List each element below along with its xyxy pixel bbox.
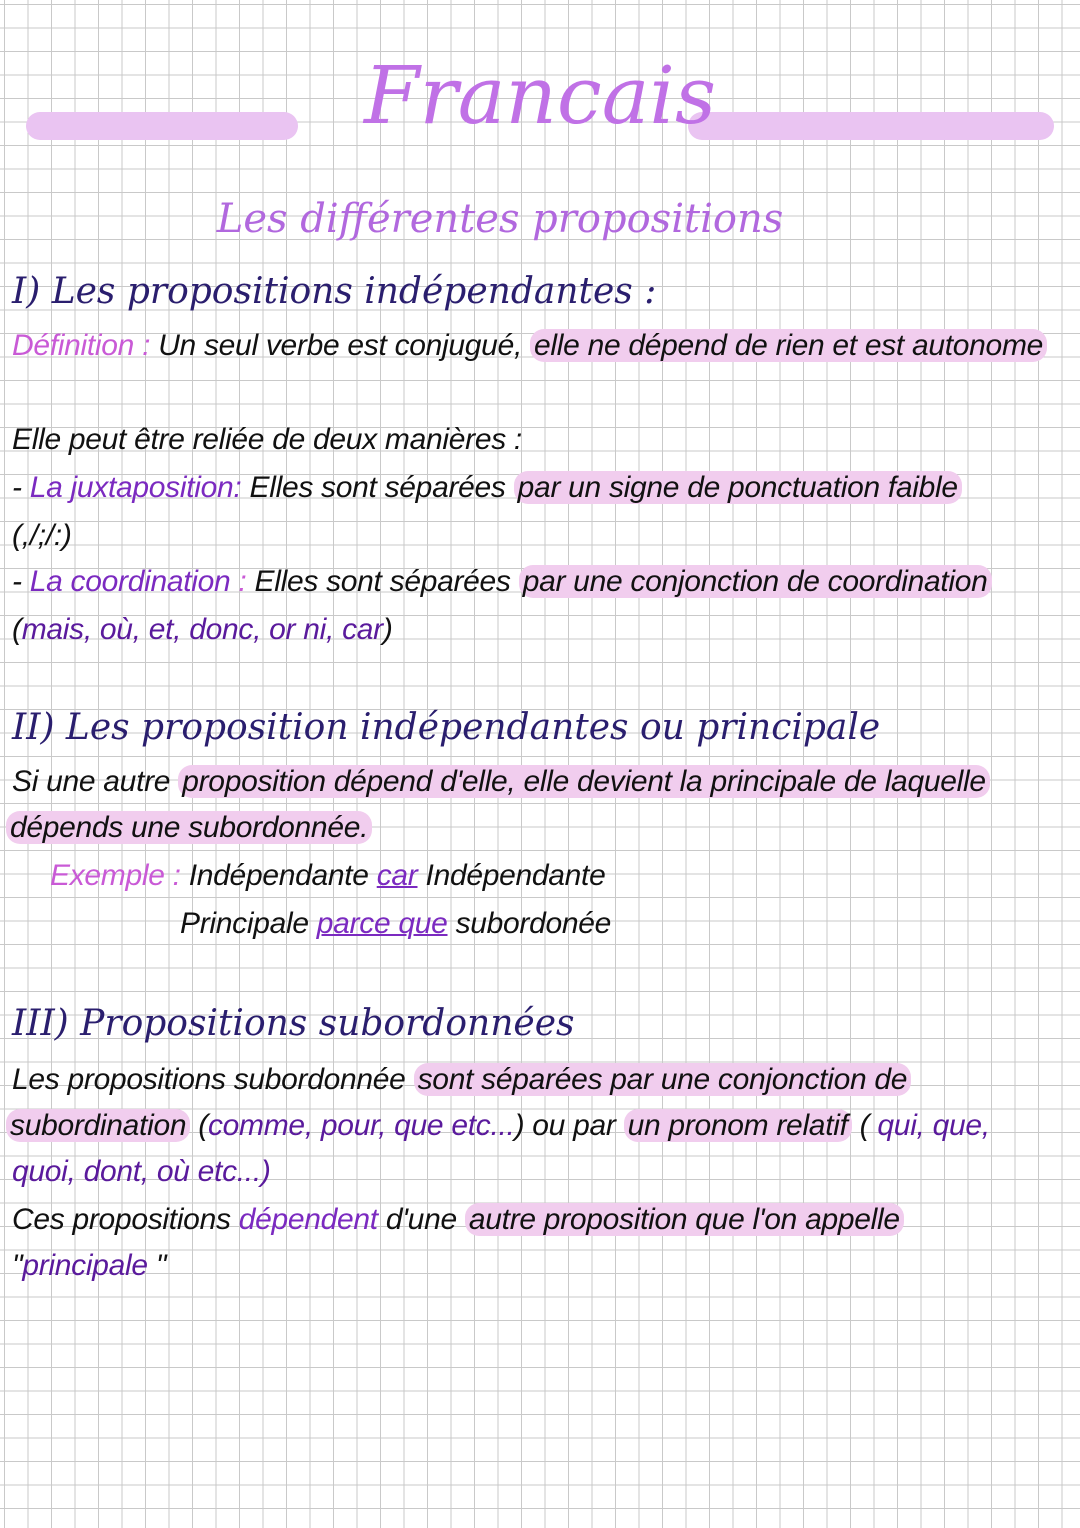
section-3-line-1: [12, 1062, 911, 1098]
page-title: Francais: [363, 49, 717, 142]
section-3-heading: III) Propositions subordonnées: [12, 1003, 575, 1044]
quote-open: ": [12, 1249, 23, 1282]
section-3-line-5: [12, 1248, 166, 1284]
definition-label: Définition :: [12, 329, 151, 362]
section-3-highlight-3: un pronom relatif: [624, 1109, 852, 1142]
section-2-line-1: [12, 764, 990, 800]
section-3-highlight-2: subordination: [6, 1109, 190, 1142]
definition-highlight: elle ne dépend de rien et est autonome: [530, 329, 1047, 362]
example-1-link: car: [376, 859, 418, 892]
section-2-plain: Si une autre: [12, 765, 171, 798]
juxtaposition-line: [12, 470, 962, 506]
example-line-1: [50, 858, 605, 894]
quote-close: ": [147, 1249, 167, 1282]
coordination-list-line: [12, 612, 393, 648]
section-3-plain-4: Ces propositions: [12, 1203, 231, 1236]
coordination-label: La coordination: [29, 565, 231, 598]
coordination-text: Elles sont séparées: [254, 565, 511, 598]
definition-line: [12, 328, 1047, 364]
section-3-plain-5: d'une: [385, 1203, 457, 1236]
section-3-line-3: [12, 1154, 271, 1190]
dependent-word: dépendent: [238, 1203, 378, 1236]
principale-word: principale: [22, 1249, 148, 1282]
section-3-open: (: [190, 1109, 208, 1142]
relative-pronoun-list: qui, que,: [877, 1109, 990, 1142]
relative-pronoun-list-cont: quoi, dont, où etc...): [12, 1155, 271, 1188]
section-2-heading: II) Les proposition indépendantes ou principale: [12, 707, 881, 748]
example-label: Exemple :: [50, 859, 181, 892]
coordination-close: ): [382, 613, 393, 646]
juxtaposition-signs: (,/;/:): [12, 519, 72, 552]
juxtaposition-label: La juxtaposition:: [29, 471, 242, 504]
example-1-a: Indépendante: [188, 859, 369, 892]
coordination-list: mais, où, et, donc, or ni, car: [21, 613, 383, 646]
section-2-line-2: [6, 810, 372, 846]
section-3-highlight-4: autre proposition que l'on appelle: [465, 1203, 904, 1236]
example-2-link: parce que: [316, 907, 448, 940]
subordination-list: comme, pour, que etc...: [207, 1109, 515, 1142]
example-2-b: subordonée: [455, 907, 612, 940]
coordination-highlight: par une conjonction de coordination: [519, 565, 992, 598]
section-3-line-2: [6, 1108, 990, 1144]
section-3-close: ) ou par: [514, 1109, 616, 1142]
juxtaposition-text: Elles sont séparées: [249, 471, 506, 504]
coordination-open: (: [12, 613, 22, 646]
page-subtitle: Les différentes propositions: [216, 196, 784, 242]
section-3-open-2: (: [851, 1109, 870, 1142]
section-2-highlight-1: proposition dépend d'elle, elle devient la principale de laquelle: [178, 765, 989, 798]
juxtaposition-highlight: par un signe de ponctuation faible: [514, 471, 962, 504]
coordination-line: [12, 564, 992, 600]
example-2-a: Principale: [180, 907, 309, 940]
intro-line: Elle peut être reliée de deux manières :: [12, 423, 522, 456]
example-line-2: [180, 906, 611, 942]
example-1-b: Indépendante: [425, 859, 606, 892]
coordination-colon: :: [230, 565, 247, 598]
juxtaposition-dash: -: [12, 471, 30, 504]
section-3-highlight-1: sont séparées par une conjonction de: [414, 1063, 912, 1096]
section-3-plain-1: Les propositions subordonnée: [12, 1063, 406, 1096]
coordination-dash: -: [12, 565, 30, 598]
section-1-heading: I) Les propositions indépendantes :: [12, 271, 657, 312]
definition-text: Un seul verbe est conjugué,: [158, 329, 522, 362]
section-2-highlight-2: dépends une subordonnée.: [6, 811, 372, 844]
section-3-line-4: [12, 1202, 904, 1238]
